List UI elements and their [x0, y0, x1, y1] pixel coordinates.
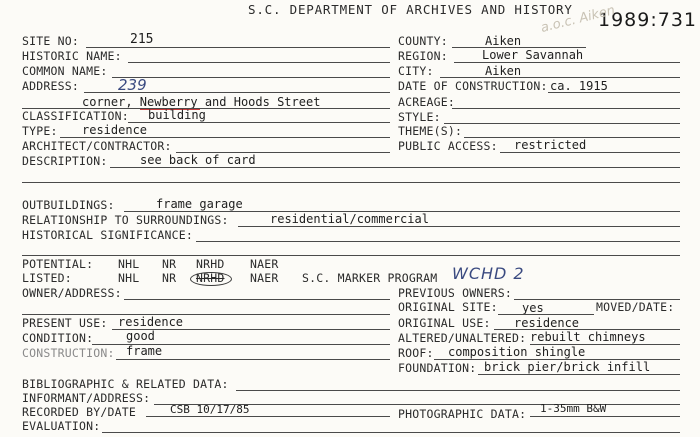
- style-label: STYLE:: [398, 110, 441, 124]
- owner-address-line: [124, 299, 390, 300]
- condition-value: good: [126, 329, 155, 343]
- type-value: residence: [82, 123, 148, 137]
- region-line: [454, 62, 680, 63]
- description-label: DESCRIPTION:: [22, 154, 108, 168]
- evaluation-line: [102, 432, 680, 433]
- card-title: S.C. DEPARTMENT OF ARCHIVES AND HISTORY: [248, 2, 573, 17]
- photographic-data-line: [530, 416, 680, 417]
- acreage-line: [452, 108, 680, 109]
- historical-significance-label: HISTORICAL SIGNIFICANCE:: [22, 228, 193, 242]
- city-line: [440, 77, 680, 78]
- region-label: REGION:: [398, 49, 448, 63]
- historic-name-label: HISTORIC NAME:: [22, 49, 122, 63]
- previous-owners-label: PREVIOUS OWNERS:: [398, 286, 512, 300]
- architect-label: ARCHITECT/CONTRACTOR:: [22, 139, 172, 153]
- potential-option-naer: NAER: [250, 257, 279, 271]
- photographic-data-label: PHOTOGRAPHIC DATA:: [398, 407, 527, 421]
- recorded-by-value: CSB 10/17/85: [170, 403, 250, 416]
- foundation-line: [478, 374, 680, 375]
- listed-option-nrhd: NRHD: [196, 271, 225, 285]
- common-name-line: [112, 77, 390, 78]
- date-construction-line: [548, 92, 680, 93]
- original-site-line: [498, 314, 594, 315]
- present-use-value: residence: [118, 315, 184, 329]
- city-value: Aiken: [485, 64, 522, 78]
- original-site-label: ORIGINAL SITE:: [398, 300, 498, 314]
- potential-option-nrhd: NRHD: [196, 257, 225, 271]
- type-line: [60, 137, 390, 138]
- description-value: see back of card: [140, 153, 256, 167]
- potential-option-nhl: NHL: [118, 257, 140, 271]
- foundation-value: brick pier/brick infill: [484, 360, 651, 374]
- foundation-label: FOUNDATION:: [398, 361, 477, 375]
- themes-label: THEME(S):: [398, 124, 463, 138]
- style-line: [444, 123, 680, 124]
- nrhd-circle: [190, 272, 232, 286]
- public-access-value: restricted: [514, 138, 587, 152]
- county-label: COUNTY:: [398, 34, 448, 48]
- county-value: Aiken: [485, 34, 522, 48]
- construction-value: frame: [126, 344, 163, 358]
- acreage-label: ACREAGE:: [398, 95, 455, 109]
- listed-option-nr: NR: [162, 271, 177, 285]
- description-line-2: [22, 182, 680, 183]
- classification-value: building: [148, 108, 206, 122]
- marker-program-value: WCHD 2: [452, 264, 525, 283]
- address-line: [84, 92, 390, 93]
- outbuildings-value: frame garage: [156, 197, 243, 211]
- significance-line-2: [22, 255, 680, 256]
- original-site-value: yes: [522, 301, 544, 315]
- site-no-line: [86, 47, 390, 48]
- altered-value: rebuilt chimneys: [530, 330, 646, 344]
- address-label: ADDRESS:: [22, 79, 79, 93]
- listed-label: LISTED:: [22, 271, 72, 285]
- original-use-label: ORIGINAL USE:: [398, 316, 491, 330]
- date-construction-label: DATE OF CONSTRUCTION:: [398, 79, 548, 93]
- address-number: 239: [118, 76, 147, 94]
- recorded-by-label: RECORDED BY/DATE: [22, 405, 136, 419]
- recorded-by-line: [146, 416, 390, 417]
- accession-number: 1989:731: [598, 9, 698, 31]
- potential-label: POTENTIAL:: [22, 257, 94, 271]
- bibliographic-line: [236, 390, 680, 391]
- condition-label: CONDITION:: [22, 331, 94, 345]
- date-construction-value: ca. 1915: [550, 79, 608, 93]
- moved-date-label: MOVED/DATE:: [596, 300, 675, 314]
- relationship-line: [238, 226, 680, 227]
- public-access-line: [500, 152, 680, 153]
- classification-line: [128, 122, 390, 123]
- outbuildings-label: OUTBUILDINGS:: [22, 198, 115, 212]
- original-use-value: residence: [514, 316, 580, 330]
- listed-option-nhl: NHL: [118, 271, 140, 285]
- bibliographic-label: BIBLIOGRAPHIC & RELATED DATA:: [22, 377, 229, 391]
- relationship-value: residential/commercial: [270, 212, 429, 226]
- region-value: Lower Savannah: [482, 48, 584, 62]
- altered-label: ALTERED/UNALTERED:: [398, 331, 527, 345]
- city-label: CITY:: [398, 64, 434, 78]
- relationship-label: RELATIONSHIP TO SURROUNDINGS:: [22, 213, 229, 227]
- common-name-label: COMMON NAME:: [22, 64, 108, 78]
- pencil-note: a.o.c. Aiken: [539, 3, 617, 36]
- marker-program-label: S.C. MARKER PROGRAM: [302, 271, 438, 285]
- public-access-label: PUBLIC ACCESS:: [398, 139, 498, 153]
- type-label: TYPE:: [22, 124, 58, 138]
- informant-label: INFORMANT/ADDRESS:: [22, 391, 151, 405]
- owner-address-label: OWNER/ADDRESS:: [22, 286, 122, 300]
- owner-address-line-2: [22, 314, 390, 315]
- description-line: [110, 167, 680, 168]
- roof-label: ROOF:: [398, 346, 434, 360]
- classification-label: CLASSIFICATION:: [22, 109, 129, 123]
- historical-significance-line: [196, 241, 680, 242]
- address-value: corner, Newberry and Hoods Street: [82, 95, 321, 109]
- roof-value: composition shingle: [448, 345, 586, 359]
- construction-label: CONSTRUCTION:: [22, 346, 115, 360]
- evaluation-label: EVALUATION:: [22, 419, 101, 433]
- potential-option-nr: NR: [162, 257, 177, 271]
- photographic-data-value: 1-35mm B&W: [540, 402, 607, 415]
- listed-option-naer: NAER: [250, 271, 279, 285]
- historic-name-line: [128, 62, 390, 63]
- present-use-label: PRESENT USE:: [22, 316, 108, 330]
- site-no-value: 215: [130, 32, 154, 47]
- site-no-label: SITE NO:: [22, 34, 79, 48]
- construction-line: [116, 359, 390, 360]
